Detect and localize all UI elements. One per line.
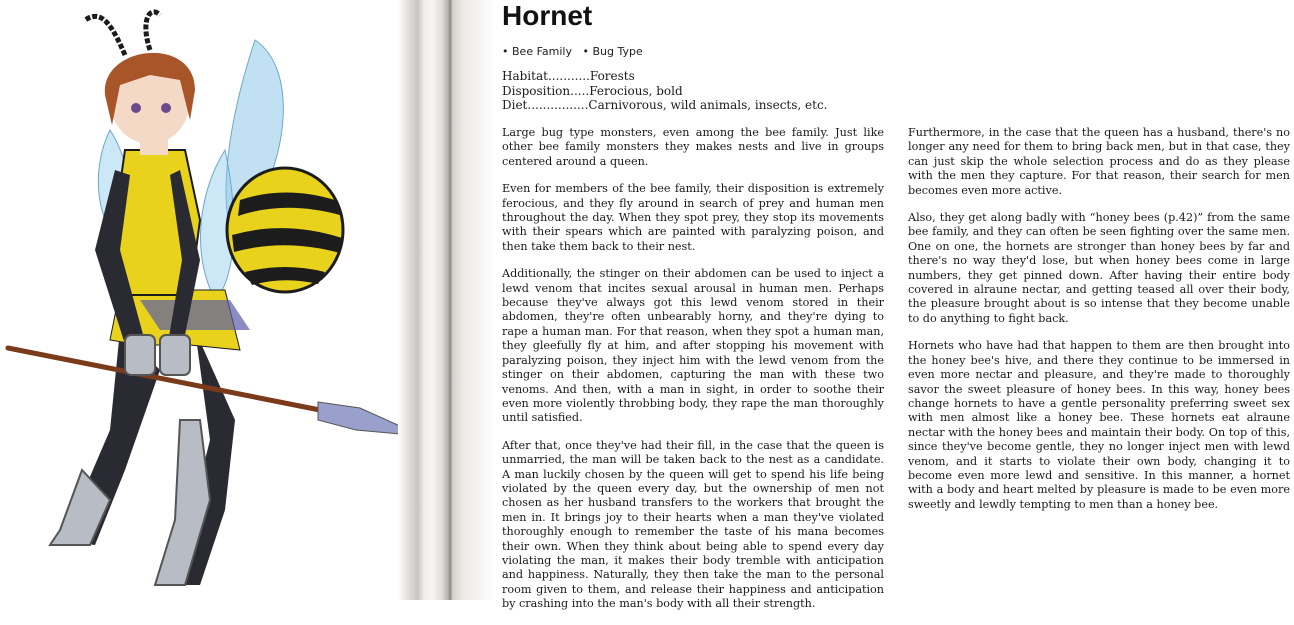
stat-habitat: Habitat...........Forests bbox=[502, 69, 635, 83]
paragraph: Also, they get along badly with “honey bees (p.42)” from the same bee family, and they can often be seen fighting over the same men. One on one, the hornets are stronger than honey bees by far and there's no way they'd lose, but when honey bees come in large numbers, they get pinned down. After having their entire body covered in alraune nectar, and getting teased all over their body, the pleasure brought about is so intense that they become unable to do anything to fight back. bbox=[908, 211, 1290, 325]
text-column-right bbox=[908, 126, 1290, 525]
paragraph: Even for members of the bee family, their disposition is extremely ferocious, and they fly around in search of prey and human men throughout the day. When they spot prey, they stop its movements with their spears which are painted with paralyzing poison, and then take them back to their nest. bbox=[502, 182, 884, 253]
tag-type: Bug Type bbox=[592, 45, 643, 58]
antenna-left bbox=[85, 16, 125, 55]
bullet-icon: • bbox=[575, 45, 593, 58]
book-spine bbox=[398, 0, 494, 600]
antenna-right bbox=[146, 12, 160, 50]
spear-head bbox=[318, 402, 400, 436]
bullet-icon: • bbox=[502, 45, 512, 58]
monster-entry-page bbox=[494, 0, 1294, 611]
tag-family: Bee Family bbox=[512, 45, 572, 58]
page-title: Hornet bbox=[502, 0, 593, 31]
stat-disposition: Disposition.....Ferocious, bold bbox=[502, 83, 683, 98]
paragraph: Hornets who have had that happen to them are then brought into the honey bee's hive, and there they continue to be immersed in even more nectar and pleasure, and they're made to thoroughly savor the sweet pleasure of honey bees. In this way, honey bees change hornets to have a gentle personality preferring sweet sex with men almost like a honey bee. These hornets eat alraune nectar with the honey bees and maintain their body. On top of this, since they've become gentle, they no longer inject men with lewd venom, and it starts to violate their own body, changing it to become even more lewd and sensitive. In this manner, a hornet with a body and heart melted by pleasure is made to be even more sweetly and lewdly tempting to men than a honey bee. bbox=[908, 339, 1290, 511]
stat-diet: Diet................Carnivorous, wild animals, insects, etc. bbox=[502, 98, 828, 112]
hornet-figure-art bbox=[0, 0, 400, 600]
stats-block bbox=[502, 69, 827, 113]
paragraph: After that, once they've had their fill, in the case that the queen is unmarried, the man will be taken back to the nest as a candidate. A man luckily chosen by the queen will get to spend his life being violated by the queen every day, but the ownership of men not chosen as her husband transfers to the workers that brought the men in. It brings joy to their hearts when a man they've violated thoroughly enough to remember the taste of his mana becomes their own. When they think about being able to spend every day violating the man, it makes their body tremble with anticipation and happiness. Naturally, they then take the man to the personal room given to them, and release their happiness and anticipation by crashing into the man's body with all their strength. bbox=[502, 438, 884, 611]
paragraph: Furthermore, in the case that the queen has a husband, there's no longer any need for them to bring back men, but in that case, they can just skip the whole selection process and do as they please with the men they capture. For that reason, their search for men becomes even more active. bbox=[908, 126, 1290, 197]
gauntlet-left bbox=[125, 335, 155, 375]
text-column-left bbox=[502, 126, 884, 625]
hornet-illustration bbox=[0, 0, 400, 600]
gauntlet-right bbox=[160, 335, 190, 375]
type-tags bbox=[502, 45, 643, 58]
paragraph: Large bug type monsters, even among the bee family. Just like other bee family monsters they makes nests and live in groups centered around a queen. bbox=[502, 126, 884, 168]
paragraph: Additionally, the stinger on their abdomen can be used to inject a lewd venom that incites sexual arousal in human men. Perhaps because they've always got this lewd venom stored in their abdomen, they're often unbearably horny, and they're dying to rape a human man. For that reason, when they spot a human man, they gleefully fly at him, and after stopping his movement with paralyzing poison, they inject him with the lewd venom from the stinger on their abdomen, capturing the man with these two venoms. And then, with a man in sight, in order to soothe their even more violently throbbing body, they rape the man thoroughly until satisfied. bbox=[502, 267, 884, 425]
